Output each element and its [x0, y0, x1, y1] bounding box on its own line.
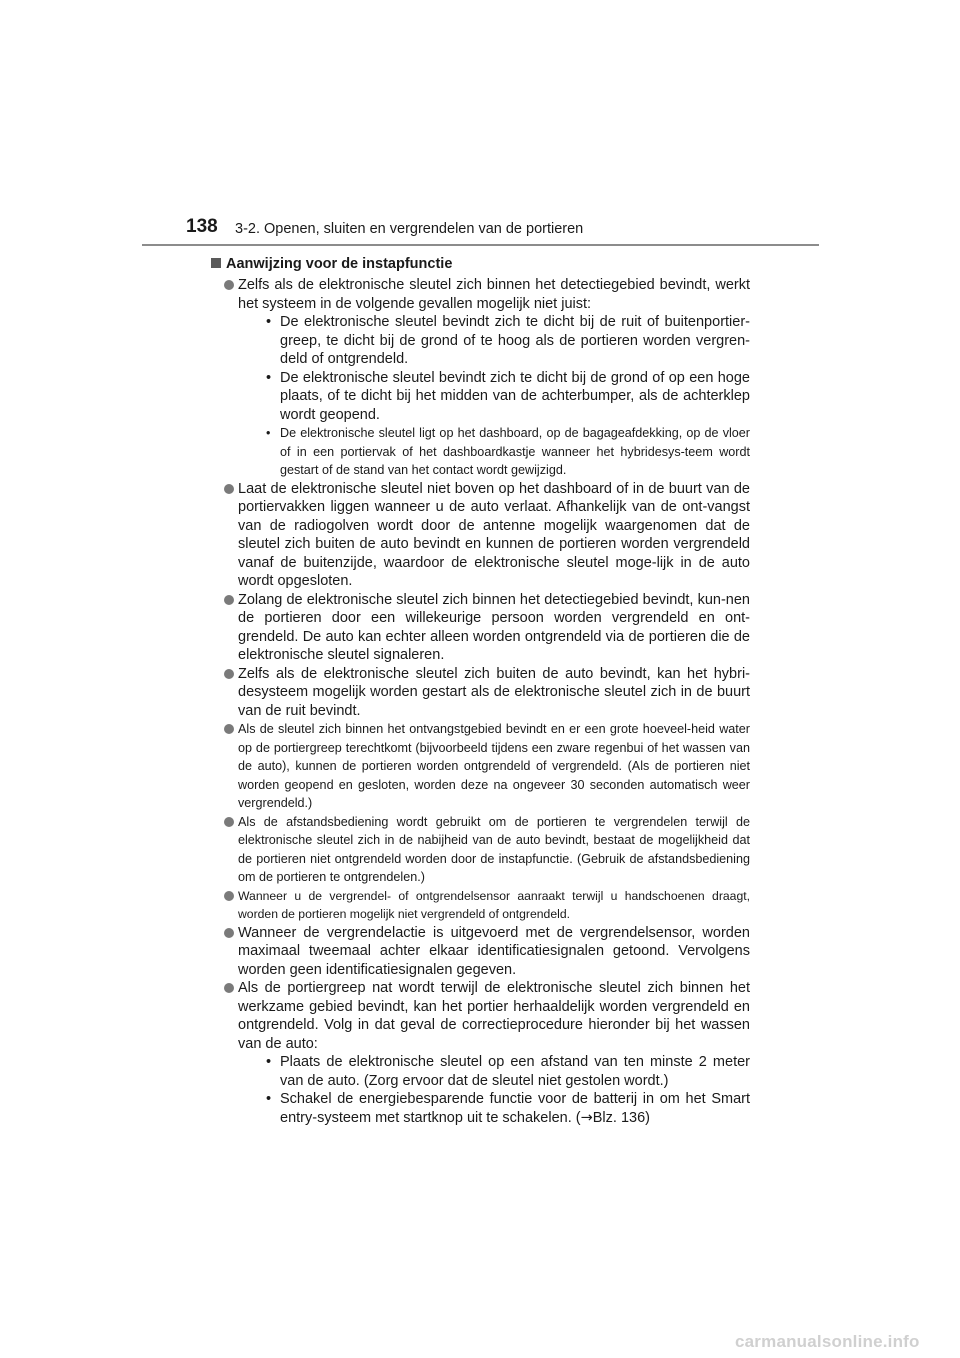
list-item	[210, 979, 750, 1127]
sub-bullet-mark: •	[266, 369, 272, 386]
list-item	[210, 720, 750, 813]
page-reference-link[interactable]: Blz. 136	[592, 1109, 646, 1126]
list-item	[210, 591, 750, 665]
watermark: carmanualsonline.info	[735, 1332, 920, 1351]
list-item	[210, 276, 750, 480]
list-item-text: Zelfs als de elektronische sleutel zich binnen het detectiegebied bevindt, werkt het systeem in de volgende gevallen mogelijk niet juist:	[238, 277, 750, 312]
arrow-right-icon: →	[580, 1109, 593, 1126]
list-item-text: Als de portiergreep nat wordt terwijl de elektronische sleutel zich binnen het werkzame gebied bevindt, kan het portier herhaaldelijk worden vergrendeld en ontgrendeld. Volg in dat geval de correctieprocedure hieronder bij het wassen van de auto:	[238, 980, 750, 1052]
sub-bullet-mark: •	[266, 1054, 272, 1070]
round-bullet-icon	[224, 983, 234, 993]
sub-bullet-mark: •	[266, 314, 272, 330]
header-divider	[142, 244, 819, 246]
list-item-text: Als de afstandsbediening wordt gebruikt om de portieren te vergrendelen terwijl de elektronische sleutel zich in de nabijheid van de auto bevindt, bestaat de mogelijkheid dat de portieren niet ontgrendeld worden door de instapfunctie. (Gebruik de afstandsbediening om de portieren te ontgrendelen.)	[238, 814, 750, 884]
list-item	[210, 665, 750, 721]
list-item-text: Zelfs als de elektronische sleutel zich buiten de auto bevindt, kan het hybri-desysteem mogelijk worden gestart als de elektronische sleutel zich in de buurt van de ruit bevindt.	[238, 665, 750, 719]
round-bullet-icon	[224, 891, 234, 901]
sub-list-item-text: De elektronische sleutel ligt op het dashboard, op de bagageafdekking, op de vloer of in een portiervak of het dashboardkastje wanneer het hybridesys-teem wordt gestart of de stand van het contact wordt gewijzigd.	[280, 426, 750, 477]
list-item-text: Laat de elektronische sleutel niet boven op het dashboard of in de buurt van de portiervakken liggen wanneer u de auto verlaat. Afhankelijk van de ont-vangst van de radiogolven wordt door de antenne mogelijk waargenomen dat de sleutel zich buiten de auto bevindt en kunnen de portieren worden vergrendeld vanaf de buitenzijde, waardoor de elektronische sleutel moge-lijk in de auto wordt opgesloten.	[238, 480, 750, 589]
page-number: 138	[186, 216, 218, 237]
round-bullet-icon	[224, 484, 234, 494]
sub-list-item-text: De elektronische sleutel bevindt zich te dicht bij de ruit of buitenportier-greep, te dicht bij de grond of te hoog als de portieren worden vergren-deld of ontgrendeld.	[280, 314, 750, 367]
round-bullet-icon	[224, 724, 234, 734]
sub-list-item-text: Schakel de energiebesparende functie voor de batterij in om het Smart entry-systeem met startknop uit te schakelen. (	[280, 1091, 750, 1126]
section-heading-text: Aanwijzing voor de instapfunctie	[226, 256, 453, 272]
sub-bullet-mark: •	[266, 426, 271, 440]
sub-list-item	[238, 1053, 750, 1090]
square-bullet-icon	[211, 258, 221, 268]
section-heading	[210, 254, 750, 274]
list-item-text: Zolang de elektronische sleutel zich binnen het detectiegebied bevindt, kun-nen de portieren door een willekeurige persoon worden vergrendeld en ont-grendeld. De auto kan echter alleen worden ontgrendeld via de portieren die de elektronische sleutel signaleren.	[238, 591, 750, 663]
list-item	[210, 924, 750, 980]
sub-bullet-mark: •	[266, 1091, 272, 1107]
chapter-title: 3-2. Openen, sluiten en vergrendelen van de portieren	[235, 221, 584, 237]
list-item-text: Als de sleutel zich binnen het ontvangstgebied bevindt en er een grote hoeveel-heid water op de portiergreep terechtkomt (bijvoorbeeld tijdens een zware regenbui of het wassen van de auto), kunnen de portieren worden ontgrendeld of vergrendeld. (Als de portieren niet worden geopend en gesloten, worden deze na ongeveer 30 seconden automatisch weer vergrendeld.)	[238, 722, 750, 810]
list-item	[210, 480, 750, 591]
round-bullet-icon	[224, 669, 234, 679]
round-bullet-icon	[224, 817, 234, 827]
closing-parenthesis: )	[645, 1109, 650, 1126]
sub-list-item	[238, 424, 750, 480]
sub-list-item-text: Plaats de elektronische sleutel op een afstand van ten minste 2 meter van de auto. (Zorg ervoor dat de sleutel niet gestolen wordt.)	[280, 1054, 750, 1089]
round-bullet-icon	[224, 595, 234, 605]
list-item-text: Wanneer de vergrendelactie is uitgevoerd met de vergrendelsensor, worden maximaal tweemaal achter elkaar identificatiesignalen getoond. Vervolgens worden geen identificatiesignalen gegeven.	[238, 924, 750, 978]
sub-list-item-text: De elektronische sleutel bevindt zich te dicht bij de grond of op een hoge plaats, of te dicht bij het midden van de achterbumper, als de achterklep wordt geopend.	[280, 369, 750, 423]
list-item-text: Wanneer u de vergrendel- of ontgrendelsensor aanraakt terwijl u handschoenen draagt, worden de portieren mogelijk niet vergrendeld of ontgrendeld.	[238, 888, 750, 921]
list-item	[210, 887, 750, 924]
page-content	[210, 254, 750, 1127]
sub-list-item	[238, 369, 750, 425]
round-bullet-icon	[224, 280, 234, 290]
list-item	[210, 813, 750, 887]
sub-list-item	[238, 1090, 750, 1127]
sub-list-item	[238, 313, 750, 369]
round-bullet-icon	[224, 928, 234, 938]
